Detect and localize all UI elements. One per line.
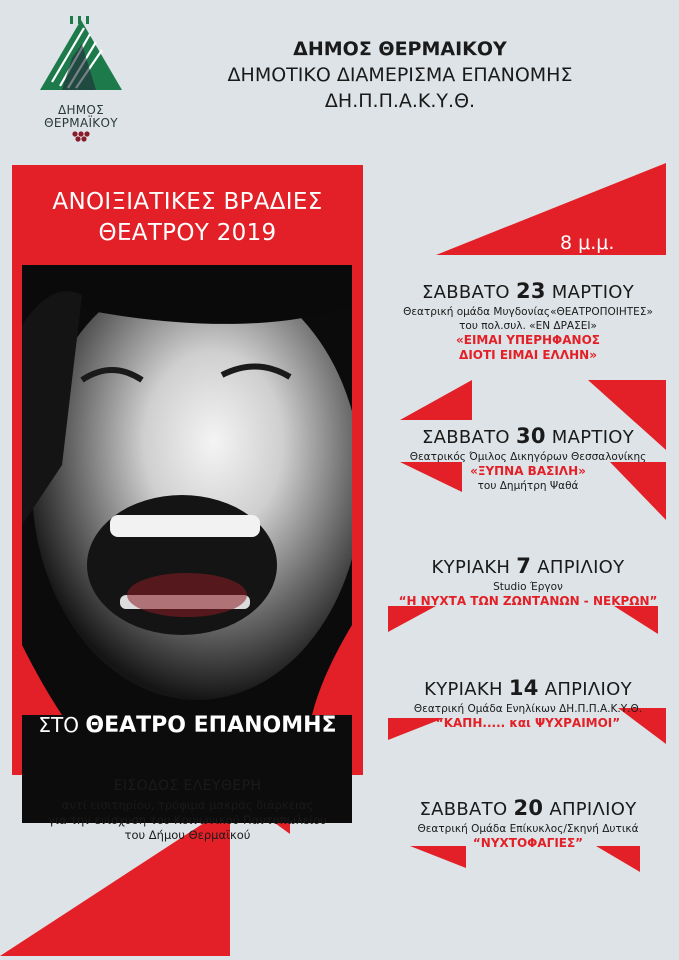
event-play: “Η ΝΥΧΤΑ ΤΩΝ ΖΩΝΤΑΝΩΝ - ΝΕΚΡΩΝ”	[398, 594, 658, 608]
event-month: ΜΑΡΤΙΟΥ	[551, 427, 635, 448]
entry-info	[12, 778, 363, 843]
logo-text-line1: ΔΗΜΟΣ	[57, 103, 105, 117]
event-weekday: ΚΥΡΙΑΚΗ	[431, 557, 511, 578]
event-day: 7	[516, 554, 532, 578]
venue-prefix: ΣΤΟ	[38, 713, 80, 737]
event-troupe: Θεατρική Ομάδα Επίκυκλος/Σκηνή Δυτικά	[417, 823, 639, 835]
event-date	[387, 796, 669, 822]
decor-triangle-ev3-left	[388, 606, 436, 632]
event-month: ΑΠΡΙΛΙΟΥ	[549, 799, 637, 820]
event-3	[387, 554, 669, 609]
logo-mark-icon	[36, 16, 126, 104]
event-day: 30	[515, 424, 546, 448]
event-weekday: ΣΑΒΒΑΤΟ	[421, 427, 510, 448]
header-title	[150, 36, 650, 114]
grape-icon	[36, 130, 126, 144]
poster-title-line1: ΑΝΟΙΞΙΑΤΙΚΕΣ ΒΡΑΔΙΕΣ	[52, 189, 323, 215]
event-2	[387, 424, 669, 493]
event-month: ΜΑΡΤΙΟΥ	[551, 282, 635, 303]
event-play: “ΚΑΠΗ..... και ΨΥΧΡΑΙΜΟΙ”	[435, 716, 621, 730]
event-4	[387, 676, 669, 731]
event-month: ΑΠΡΙΛΙΟΥ	[537, 557, 625, 578]
entry-title: ΕΙΣΟΔΟΣ ΕΛΕΥΘΕΡΗ	[113, 778, 262, 794]
event-play-line1: «ΕΙΜΑΙ ΥΠΕΡΗΦΑΝΟΣ	[456, 333, 600, 347]
header-line-2: ΔΗΜΟΤΙΚΟ ΔΙΑΜΕΡΙΣΜΑ ΕΠΑΝΟΜΗΣ	[227, 64, 573, 86]
event-troupe: Θεατρική ομάδα Μυγδονίας«ΘΕΑΤΡΟΠΟΙΗΤΕΣ»	[403, 306, 653, 318]
event-troupe-sub: του πολ.συλ. «ΕΝ ΔΡΑΣΕΙ»	[459, 320, 597, 332]
poster-title	[12, 187, 363, 249]
event-troupe: Θεατρικός Όμιλος Δικηγόρων Θεσσαλονίκης	[409, 451, 647, 463]
header-line-3: ΔΗ.Π.Π.Α.Κ.Υ.Θ.	[324, 90, 476, 112]
event-day: 14	[508, 676, 539, 700]
decor-triangle-top-right	[436, 163, 666, 255]
venue-line	[12, 713, 363, 738]
event-day: 20	[513, 796, 544, 820]
event-play: «ΞΥΠΝΑ ΒΑΣΙΛΗ»	[470, 464, 586, 478]
poster-panel	[12, 165, 363, 775]
event-5	[387, 796, 669, 851]
event-weekday: ΣΑΒΒΑΤΟ	[421, 282, 510, 303]
event-troupe: Θεατρική Ομάδα Ενηλίκων ΔΗ.Π.Π.Α.Κ.Υ.Θ.	[413, 703, 643, 715]
entry-line-2: για την ενίσχυση του Κοινωνικού Παντοπωλείου	[48, 813, 327, 827]
event-play: “ΝΥΧΤΟΦΑΓΙΕΣ”	[472, 836, 584, 850]
event-play-line2: ΔΙΟΤΙ ΕΙΜΑΙ ΕΛΛΗΝ»	[459, 348, 597, 362]
event-1	[387, 279, 669, 363]
event-date	[387, 676, 669, 702]
municipality-logo	[36, 16, 126, 136]
entry-line-3: του Δήμου Θερμαϊκού	[124, 828, 251, 842]
event-author: του Δημήτρη Ψαθά	[477, 480, 579, 492]
event-weekday: ΣΑΒΒΑΤΟ	[419, 799, 508, 820]
decor-triangle-ev1-left	[400, 380, 472, 420]
header-line-1: ΔΗΜΟΣ ΘΕΡΜΑΙΚΟΥ	[293, 38, 507, 60]
decor-triangle-ev3-right	[614, 606, 658, 634]
event-month: ΑΠΡΙΛΙΟΥ	[544, 679, 632, 700]
event-date	[387, 279, 669, 305]
start-time: 8 μ.μ.	[560, 232, 615, 254]
face-illustration-icon	[22, 265, 352, 715]
event-troupe: Studio Έργον	[493, 581, 563, 593]
poster-title-line2: ΘΕΑΤΡΟΥ 2019	[98, 220, 277, 246]
venue-name: ΘΕΑΤΡΟ ΕΠΑΝΟΜΗΣ	[85, 713, 337, 738]
event-weekday: ΚΥΡΙΑΚΗ	[424, 679, 503, 700]
event-day: 23	[515, 279, 546, 303]
event-date	[387, 424, 669, 450]
event-date	[387, 554, 669, 580]
entry-line-1: αντί εισιτηρίου, τρόφιμα μακράς διάρκειας	[61, 798, 314, 812]
laughing-face-photo	[22, 265, 352, 823]
logo-text-line2: ΘΕΡΜΑΪΚΟΥ	[44, 116, 118, 130]
